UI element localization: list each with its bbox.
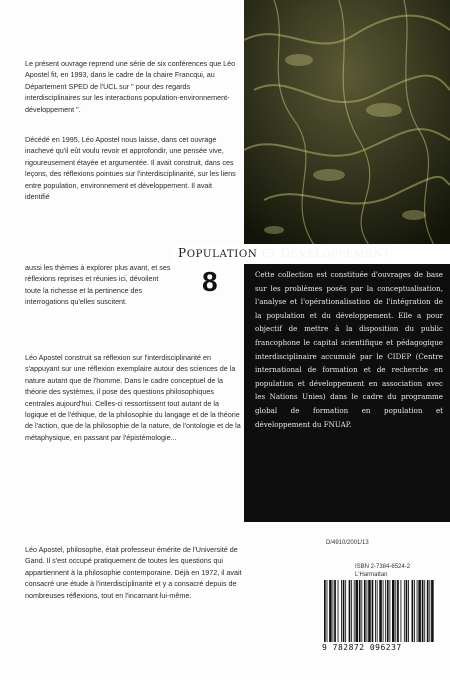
barcode-bar <box>417 580 418 642</box>
barcode-bar <box>338 580 339 642</box>
barcode-digits: 9 782872 096237 <box>322 643 402 652</box>
legal-deposit: D/4910/2001/13 <box>326 540 369 546</box>
isbn-number: ISBN 2-7384-6524-2 <box>355 564 411 570</box>
barcode-bar <box>351 580 352 642</box>
series-title-initial-d: D <box>280 246 291 260</box>
barcode-bar <box>397 580 399 642</box>
barcode-bar <box>334 580 336 642</box>
barcode-bar <box>404 580 405 642</box>
themes-paragraph: aussi les thèmes à explorer plus avant, et ses réflexions reprises et réunies ici, dévoilent toute la richesse et la pertinence des interrogations qu'elles suscitent. <box>25 263 171 307</box>
barcode-bar <box>427 580 429 642</box>
barcode-bar <box>401 580 402 642</box>
barcode-bar <box>324 580 326 642</box>
series-title-initial-p: P <box>178 246 187 260</box>
barcode-bar <box>414 580 415 642</box>
barcode-bar <box>327 580 328 642</box>
barcode-bar <box>387 580 389 642</box>
barcode-bar <box>367 580 368 642</box>
legacy-paragraph: Décédé en 1995, Léo Apostel nous laisse, dans cet ouvrage inachevé qu'il eût voulu revoir et approfondir, une pensée vive, rigoureusement étayée et argumentée. Il avait construit, dans ces leçons, des réflexions pointues sur l'interdisciplinarité, sur les liens entre population, environnement et développement. Il avait identifié <box>25 135 236 202</box>
barcode-bar <box>329 580 332 642</box>
barcode-bar <box>375 580 376 642</box>
isbn-block <box>355 563 410 579</box>
barcode-bar <box>361 580 362 642</box>
barcode-bar <box>385 580 386 642</box>
barcode-bar <box>379 580 382 642</box>
collection-description: Cette collection est constituée d'ouvrages de base sur les problèmes posés par la conceptualisation, l'analyse et l'opérationalisation de l'intégration de la population et du développement. Elle a pour objectif de mettre à la disposition du public francophone le capital scientifique et pédagogique interdisciplinaire accumulé par le CIDEP (Centre international de formation et de recherche en population et développement en association avec les Nations Unies) dans le cadre du programme global de formation en population et développement du FNUAP. <box>255 270 443 429</box>
series-title-word-population: OPULATION <box>186 249 258 260</box>
barcode-bar <box>389 580 390 642</box>
series-title <box>178 246 448 262</box>
barcode-bar <box>424 580 425 642</box>
barcode-bar <box>377 580 378 642</box>
barcode-bar <box>345 580 346 642</box>
series-number: 8 <box>202 266 218 297</box>
barcode-bar <box>368 580 371 642</box>
barcode-bar <box>418 580 421 642</box>
barcode-bar <box>408 580 409 642</box>
abstract-photo-graphic <box>244 0 450 245</box>
barcode-bar <box>395 580 396 642</box>
barcode-bar <box>372 580 374 642</box>
barcode-bar <box>359 580 361 642</box>
barcode <box>322 580 434 642</box>
barcode-bar <box>431 580 434 642</box>
intro-paragraph: Le présent ouvrage reprend une série de six conférences que Léo Apostel fit, en 1993, dans le cadre de la chaire Francqui, au Département SPED de l'UCL sur " pour des regards interdisciplinaires sur les interactions population-environnement-développement ". <box>25 59 236 114</box>
barcode-bar <box>429 580 430 642</box>
barcode-bar <box>354 580 355 642</box>
cover-photo <box>244 0 450 245</box>
barcode-bar <box>422 580 424 642</box>
barcode-bar <box>355 580 358 642</box>
barcode-bar <box>333 580 334 642</box>
author-bio-paragraph: Léo Apostel, philosophe, était professeur émérite de l'Université de Gand. Il s'est occupé pratiquement de toutes les questions qui appartiennent à la philosophie contemporaine. Déjà en 1972, il avait consacré une étude à l'interdisciplinarité et y a consacré depuis de nombreuses réflexions, tout en l'incarnant lui-même. <box>25 545 242 600</box>
barcode-bar <box>406 580 408 642</box>
barcode-bar <box>341 580 342 642</box>
barcode-bar <box>412 580 414 642</box>
barcode-bar <box>392 580 395 642</box>
publisher-name: L'Harmattan <box>355 572 388 578</box>
series-title-word-et: ET <box>261 249 277 260</box>
barcode-bar <box>349 580 351 642</box>
barcode-bar <box>343 580 345 642</box>
barcode-bar <box>364 580 366 642</box>
barcode-bar <box>383 580 384 642</box>
interdisciplinarity-paragraph: Léo Apostel construit sa réflexion sur l'interdisciplinarité en s'appuyant sur une réflexion exemplaire autour des sciences de la nature autant que de l'homme. Dans le cadre conceptuel de la théorie des systèmes, il pose des questions philosophiques centrales aujourd'hui. Celles-ci ressortissent tout autant de la logique et de l'éthique, de la philosophie du langage et de la théorie de l'action, que de la philosophie de la nature, de l'ontologie et de la métaphysique, en passant par l'épistémologie... <box>25 353 241 442</box>
series-title-word-developpement: ÉVELOPPEMENT <box>290 249 390 260</box>
